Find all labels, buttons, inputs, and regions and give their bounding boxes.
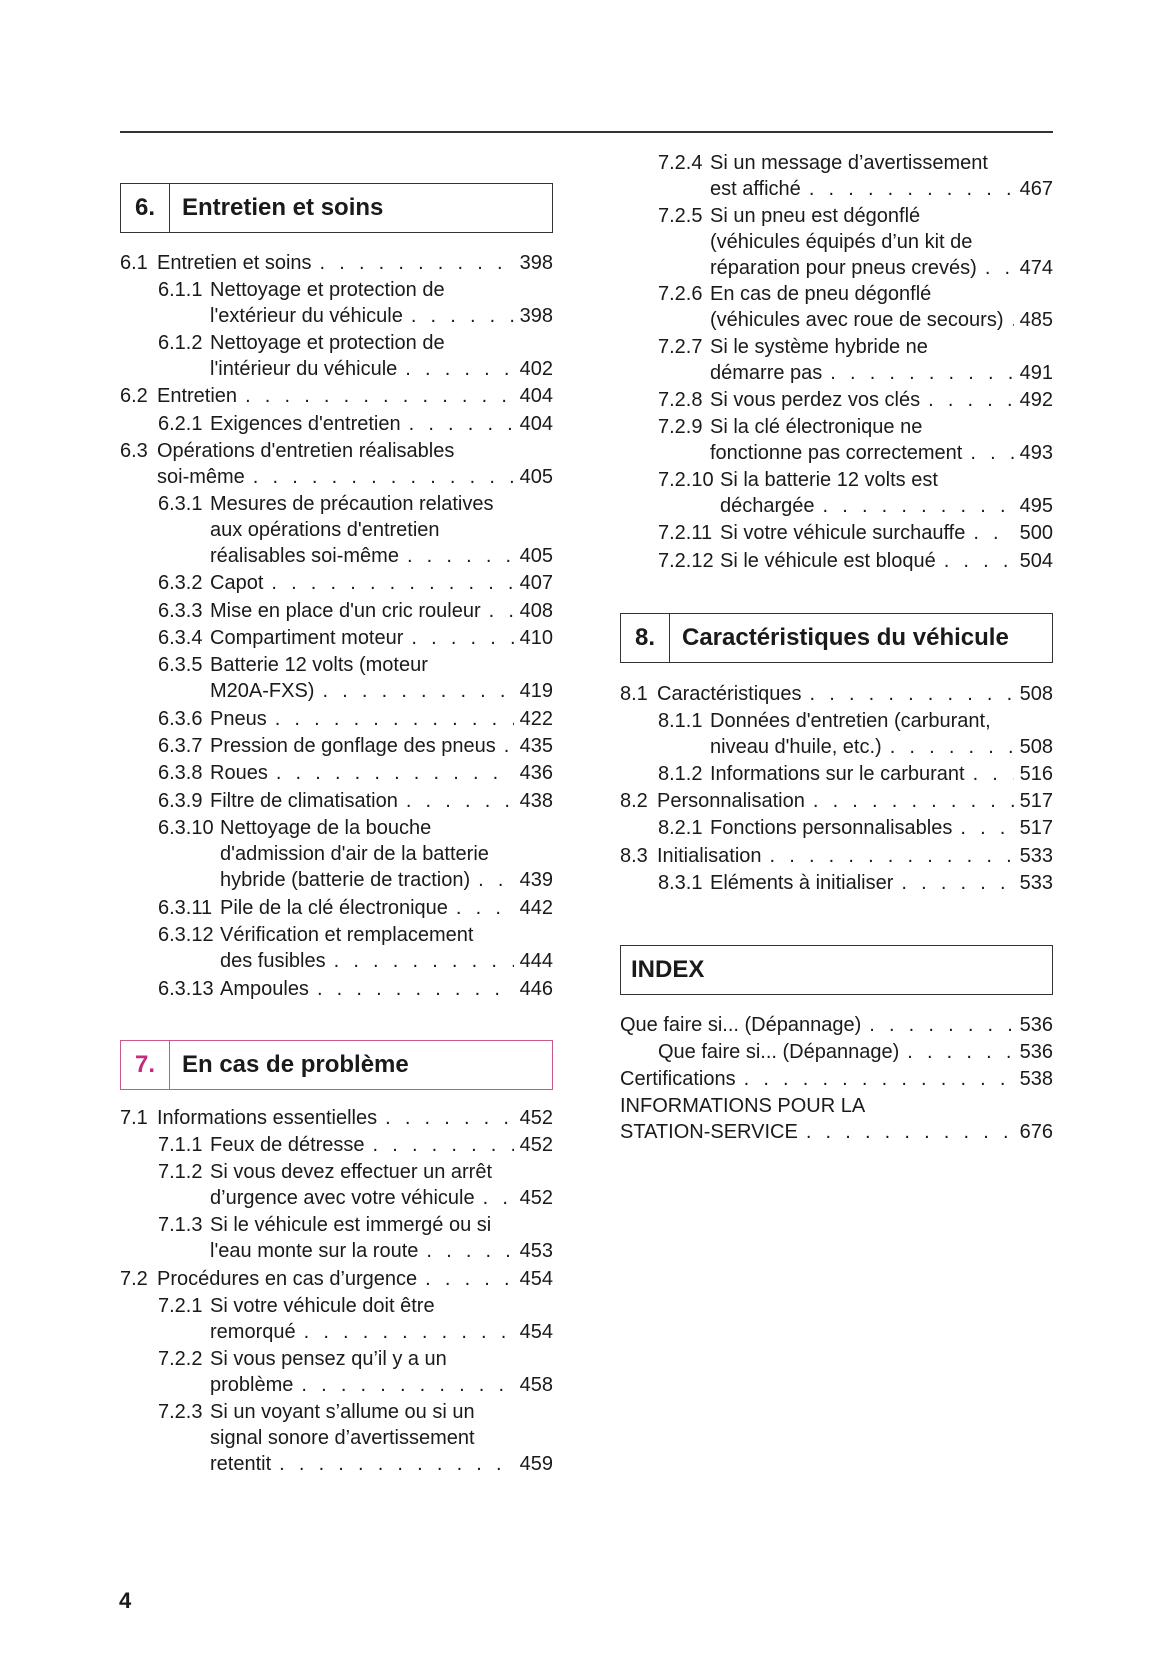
toc-entry-page: 398 — [519, 305, 553, 327]
toc-entry-title: Filtre de climatisation — [210, 790, 398, 812]
dot-leader — [744, 1066, 1014, 1092]
toc-entry-title: Si un message d’avertissement — [710, 152, 988, 174]
toc-entry-title: d'admission d'air de la batterie — [220, 843, 489, 865]
toc-entry-number: 6.3.6 — [158, 708, 203, 730]
toc-entry-title: déchargée — [720, 495, 815, 517]
dot-leader — [809, 176, 1014, 202]
toc-entry-title: Vérification et remplacement — [220, 924, 474, 946]
toc-entry-title: Personnalisation — [657, 790, 805, 812]
toc-entry-number: 6.3.5 — [158, 654, 203, 676]
toc-entry[interactable] — [120, 625, 553, 651]
toc-entry[interactable] — [620, 281, 1053, 333]
toc-entry-number: 7.2.12 — [658, 550, 714, 572]
toc-entry-page: 454 — [519, 1321, 553, 1343]
toc-entry-title: STATION-SERVICE — [620, 1121, 798, 1143]
toc-entry-title: Eléments à initialiser — [710, 872, 894, 894]
toc-entry-title: Caractéristiques — [657, 683, 802, 705]
toc-entry-page: 492 — [1019, 389, 1053, 411]
section-header-8 — [620, 613, 1053, 663]
toc-entry-page: 407 — [519, 572, 553, 594]
toc-entry[interactable] — [620, 681, 1053, 707]
toc-entry-page: 452 — [519, 1187, 553, 1209]
toc-entry-page: 442 — [519, 897, 553, 919]
section-title: Entretien et soins — [182, 194, 384, 221]
toc-entry[interactable] — [120, 277, 553, 329]
toc-entry[interactable] — [120, 895, 553, 921]
dot-leader — [869, 1012, 1013, 1038]
toc-entry-title: Pneus — [210, 708, 267, 730]
toc-entry-title: Nettoyage de la bouche — [220, 817, 432, 839]
toc-entry-title: Mise en place d'un cric rouleur — [210, 600, 481, 622]
toc-entry-page: 516 — [1019, 763, 1053, 785]
dot-leader — [770, 843, 1014, 869]
toc-entry-page: 452 — [519, 1134, 553, 1156]
toc-entry-title: des fusibles — [220, 950, 326, 972]
toc-entry[interactable] — [120, 491, 553, 569]
toc-entry-page: 533 — [1019, 872, 1053, 894]
toc-entry-title: Si un pneu est dégonflé — [710, 205, 921, 227]
toc-entry-number: 8.3 — [620, 845, 648, 867]
dot-leader — [970, 440, 1013, 466]
toc-entry-number: 6.2.1 — [158, 413, 203, 435]
toc-entry-title: l'extérieur du véhicule — [210, 305, 403, 327]
toc-entry-title: Si vous devez effectuer un arrêt — [210, 1161, 493, 1183]
toc-entry[interactable] — [120, 1293, 553, 1345]
toc-entry-number: 6.1 — [120, 252, 148, 274]
toc-entry-page: 517 — [1019, 817, 1053, 839]
toc-entry-title: remorqué — [210, 1321, 296, 1343]
toc-entry-title: Exigences d'entretien — [210, 413, 401, 435]
toc-entry[interactable] — [620, 1093, 1053, 1145]
toc-entry-page: 419 — [519, 680, 553, 702]
toc-entry-title: aux opérations d'entretien — [210, 519, 440, 541]
toc-entry-page: 536 — [1019, 1041, 1053, 1063]
toc-entry[interactable] — [620, 788, 1053, 814]
dot-leader — [245, 383, 514, 409]
toc-entry[interactable] — [620, 815, 1053, 841]
toc-entry-number: 6.3 — [120, 440, 148, 462]
toc-entry-title: Initialisation — [657, 845, 762, 867]
toc-entry-title: Pile de la clé électronique — [220, 897, 448, 919]
dot-leader — [411, 303, 514, 329]
dot-leader — [405, 356, 513, 382]
toc-entry-number: 6.3.3 — [158, 600, 203, 622]
toc-entry-number: 7.1.3 — [158, 1214, 203, 1236]
toc-entry-page: 436 — [519, 762, 553, 784]
toc-entry-title: réalisables soi-même — [210, 545, 399, 567]
toc-entry-page: 485 — [1019, 309, 1053, 331]
toc-entry-title: Si la batterie 12 volts est — [720, 469, 938, 491]
dot-leader — [406, 788, 514, 814]
dot-leader — [411, 625, 513, 651]
dot-leader — [973, 761, 1014, 787]
toc-entry[interactable] — [620, 1012, 1053, 1038]
toc-entry[interactable] — [120, 760, 553, 786]
toc-entry-title: Roues — [210, 762, 268, 784]
toc-entry[interactable] — [120, 706, 553, 732]
toc-entry-page: 508 — [1019, 683, 1053, 705]
toc-entry-number: 8.1.2 — [658, 763, 703, 785]
toc-entry[interactable] — [620, 548, 1053, 574]
toc-entry[interactable] — [120, 330, 553, 382]
toc-entry[interactable] — [120, 1212, 553, 1264]
dot-leader — [385, 1105, 514, 1131]
dot-leader — [504, 733, 514, 759]
toc-entry-title: Nettoyage et protection de — [210, 279, 445, 301]
toc-entry-page: 435 — [519, 735, 553, 757]
toc-entry-number: 6.3.9 — [158, 790, 203, 812]
toc-entry-title: Certifications — [620, 1068, 736, 1090]
toc-entry-title: réparation pour pneus crevés) — [710, 257, 977, 279]
toc-entry-title: soi-même — [157, 466, 245, 488]
toc-entry[interactable] — [120, 411, 553, 437]
dot-leader — [407, 543, 514, 569]
toc-entry-title: Si votre véhicule doit être — [210, 1295, 435, 1317]
toc-entry-number: 7.1.2 — [158, 1161, 203, 1183]
dot-leader — [973, 520, 1013, 546]
dot-leader — [425, 1266, 513, 1292]
toc-entry-title: Si le véhicule est bloqué — [720, 550, 936, 572]
section-number: 8. — [621, 614, 670, 662]
toc-entry-title: Si la clé électronique ne — [710, 416, 923, 438]
toc-entry-page: 439 — [519, 869, 553, 891]
toc-entry-number: 6.3.1 — [158, 493, 203, 515]
section-header-7 — [120, 1040, 553, 1090]
dot-leader — [907, 1039, 1013, 1065]
toc-entry[interactable] — [120, 1159, 553, 1211]
toc-entry-number: 6.3.7 — [158, 735, 203, 757]
toc-entry[interactable] — [620, 1066, 1053, 1092]
toc-entry-number: 8.3.1 — [658, 872, 703, 894]
toc-entry[interactable] — [620, 387, 1053, 413]
toc-entry-number: 6.3.8 — [158, 762, 203, 784]
toc-entry-number: 7.2.1 — [158, 1295, 203, 1317]
toc-entry-title: Pression de gonflage des pneus — [210, 735, 496, 757]
toc-entry-page: 538 — [1019, 1068, 1053, 1090]
toc-entry-title: Opérations d'entretien réalisables — [157, 440, 455, 462]
toc-entry-number: 7.2.5 — [658, 205, 703, 227]
toc-entry-number: 7.1 — [120, 1107, 148, 1129]
toc-entry-page: 404 — [519, 385, 553, 407]
toc-entry-number: 7.2.10 — [658, 469, 714, 491]
toc-entry-number: 6.3.11 — [158, 897, 213, 919]
toc-entry-number: 8.2.1 — [658, 817, 703, 839]
toc-entry-page: 493 — [1019, 442, 1053, 464]
toc-entry-number: 6.3.13 — [158, 978, 214, 1000]
toc-entry[interactable] — [620, 761, 1053, 787]
toc-entry-title: Si vous perdez vos clés — [710, 389, 921, 411]
toc-entry-title: Entretien — [157, 385, 238, 407]
toc-entry[interactable] — [120, 922, 553, 974]
toc-entry-number: 7.2.7 — [658, 336, 703, 358]
toc-entry[interactable] — [620, 467, 1053, 519]
toc-entry-title: Que faire si... (Dépannage) — [620, 1014, 862, 1036]
toc-entry-title: l'intérieur du véhicule — [210, 358, 398, 380]
toc-entry-number: 7.2.9 — [658, 416, 703, 438]
toc-entry[interactable] — [120, 788, 553, 814]
toc-entry-page: 404 — [519, 413, 553, 435]
toc-entry-number: 8.1 — [620, 683, 648, 705]
toc-entry[interactable] — [120, 250, 553, 276]
toc-entry-title: est affiché — [710, 178, 801, 200]
toc-entry-page: 500 — [1019, 522, 1053, 544]
page-number: 4 — [119, 1588, 132, 1613]
toc-entry[interactable] — [120, 815, 553, 893]
toc-entry-title: Si le système hybride ne — [710, 336, 928, 358]
dot-leader — [317, 976, 514, 1002]
toc-entry-title: d’urgence avec votre véhicule — [210, 1187, 475, 1209]
toc-entry-number: 7.2.3 — [158, 1401, 203, 1423]
toc-entry-number: 6.1.2 — [158, 332, 203, 354]
header-rule — [120, 131, 1053, 133]
toc-entry-title: Mesures de précaution relatives — [210, 493, 494, 515]
dot-leader — [253, 464, 514, 490]
toc-entry[interactable] — [120, 1105, 553, 1131]
toc-entry[interactable] — [620, 708, 1053, 760]
dot-leader — [890, 734, 1014, 760]
section-title: Caractéristiques du véhicule — [682, 624, 1009, 651]
toc-entry[interactable] — [620, 203, 1053, 281]
dot-leader — [301, 1372, 513, 1398]
toc-entry-title: Informations sur le carburant — [710, 763, 965, 785]
dot-leader — [806, 1119, 1014, 1145]
toc-entry-page: 536 — [1019, 1014, 1053, 1036]
toc-entry[interactable] — [120, 438, 553, 490]
toc-entry-title: INFORMATIONS POUR LA — [620, 1095, 866, 1117]
toc-entry-page: 495 — [1019, 495, 1053, 517]
dot-leader — [810, 681, 1014, 707]
toc-entry-page: 517 — [1019, 790, 1053, 812]
toc-entry-title: Capot — [210, 572, 264, 594]
toc-entry-number: 7.2 — [120, 1268, 148, 1290]
dot-leader — [985, 255, 1014, 281]
toc-entry-page: 504 — [1019, 550, 1053, 572]
toc-entry-title: l'eau monte sur la route — [210, 1240, 419, 1262]
toc-entry-page: 398 — [519, 252, 553, 274]
toc-entry-title: Feux de détresse — [210, 1134, 365, 1156]
toc-entry-title: Si le véhicule est immergé ou si — [210, 1214, 492, 1236]
toc-entry[interactable] — [120, 976, 553, 1002]
toc-entry-page: 454 — [519, 1268, 553, 1290]
dot-leader — [944, 548, 1014, 574]
dot-leader — [279, 1451, 513, 1477]
dot-leader — [320, 250, 514, 276]
toc-entry-title: Ampoules — [220, 978, 309, 1000]
toc-entry-number: 6.3.10 — [158, 817, 214, 839]
section-title: En cas de problème — [182, 1051, 409, 1078]
toc-entry[interactable] — [120, 1266, 553, 1292]
toc-entry[interactable] — [620, 414, 1053, 466]
toc-entry-title: retentit — [210, 1453, 272, 1475]
toc-entry[interactable] — [120, 652, 553, 704]
toc-entry-page: 508 — [1019, 736, 1053, 758]
toc-entry-number: 6.3.12 — [158, 924, 214, 946]
toc-entry-page: 402 — [519, 358, 553, 380]
dot-leader — [275, 706, 514, 732]
dot-leader — [901, 870, 1013, 896]
toc-entry-page: 444 — [519, 950, 553, 972]
toc-entry-title: (véhicules équipés d’un kit de — [710, 231, 973, 253]
toc-entry-page: 467 — [1019, 178, 1053, 200]
toc-entry-number: 6.2 — [120, 385, 148, 407]
toc-entry-number: 7.2.11 — [658, 522, 713, 544]
toc-entry-page: 405 — [519, 466, 553, 488]
toc-entry-page: 446 — [519, 978, 553, 1000]
toc-entry-page: 676 — [1019, 1121, 1053, 1143]
section-header-6 — [120, 183, 553, 233]
toc-entry-title: Si un voyant s’allume ou si un — [210, 1401, 475, 1423]
toc-entry-page: 408 — [519, 600, 553, 622]
section-header-index — [620, 945, 1053, 995]
dot-leader — [373, 1132, 514, 1158]
toc-entry[interactable] — [120, 1132, 553, 1158]
dot-leader — [823, 493, 1014, 519]
toc-entry-title: Compartiment moteur — [210, 627, 404, 649]
dot-leader — [334, 948, 514, 974]
toc-entry-title: En cas de pneu dégonflé — [710, 283, 932, 305]
toc-entry-number: 7.2.8 — [658, 389, 703, 411]
toc-entry-number: 6.3.4 — [158, 627, 203, 649]
toc-entry[interactable] — [120, 570, 553, 596]
dot-leader — [456, 895, 514, 921]
toc-entry[interactable] — [620, 334, 1053, 386]
dot-leader — [960, 815, 1013, 841]
section-title: INDEX — [631, 956, 705, 983]
dot-leader — [813, 788, 1014, 814]
dot-leader — [1011, 307, 1013, 333]
toc-entry-title: Batterie 12 volts (moteur — [210, 654, 428, 676]
dot-leader — [276, 760, 514, 786]
dot-leader — [830, 360, 1013, 386]
toc-entry[interactable] — [620, 150, 1053, 202]
toc-entry-title: (véhicules avec roue de secours) — [710, 309, 1004, 331]
toc-entry-title: problème — [210, 1374, 294, 1396]
toc-entry-title: hybride (batterie de traction) — [220, 869, 471, 891]
toc-entry-page: 533 — [1019, 845, 1053, 867]
toc-entry-page: 458 — [519, 1374, 553, 1396]
toc-entry[interactable] — [620, 870, 1053, 896]
toc-entry[interactable] — [120, 383, 553, 409]
toc-entry-number: 7.2.4 — [658, 152, 703, 174]
section-number: 7. — [121, 1041, 170, 1089]
toc-entry-title: Entretien et soins — [157, 252, 312, 274]
toc-entry-number: 8.1.1 — [658, 710, 703, 732]
toc-entry-title: Informations essentielles — [157, 1107, 378, 1129]
toc-entry[interactable] — [120, 1346, 553, 1398]
section-number: 6. — [121, 184, 170, 232]
toc-entry-page: 410 — [519, 627, 553, 649]
toc-entry-page: 405 — [519, 545, 553, 567]
toc-entry-title: Que faire si... (Dépannage) — [658, 1041, 900, 1063]
toc-entry-page: 453 — [519, 1240, 553, 1262]
toc-entry-number: 6.1.1 — [158, 279, 203, 301]
toc-entry-title: Nettoyage et protection de — [210, 332, 445, 354]
toc-entry[interactable] — [620, 843, 1053, 869]
toc-entry[interactable] — [620, 520, 1053, 546]
toc-entry-number: 6.3.2 — [158, 572, 203, 594]
dot-leader — [928, 387, 1014, 413]
dot-leader — [426, 1238, 513, 1264]
toc-entry-title: M20A-FXS) — [210, 680, 315, 702]
toc-entry-number: 8.2 — [620, 790, 648, 812]
toc-entry-title: Procédures en cas d’urgence — [157, 1268, 418, 1290]
toc-entry-page: 438 — [519, 790, 553, 812]
toc-entry-title: Fonctions personnalisables — [710, 817, 953, 839]
toc-entry-title: démarre pas — [710, 362, 823, 384]
toc-entry-number: 7.2.6 — [658, 283, 703, 305]
dot-leader — [322, 678, 513, 704]
dot-leader — [271, 570, 513, 596]
toc-entry-page: 474 — [1019, 257, 1053, 279]
dot-leader — [483, 1185, 514, 1211]
toc-entry-title: Si votre véhicule surchauffe — [720, 522, 966, 544]
toc-entry-title: signal sonore d’avertissement — [210, 1427, 475, 1449]
dot-leader — [489, 598, 514, 624]
toc-entry[interactable] — [120, 733, 553, 759]
toc-entry-page: 491 — [1019, 362, 1053, 384]
dot-leader — [478, 867, 513, 893]
dot-leader — [409, 411, 514, 437]
toc-entry-title: fonctionne pas correctement — [710, 442, 963, 464]
toc-entry-page: 459 — [519, 1453, 553, 1475]
dot-leader — [304, 1319, 514, 1345]
toc-entry-title: Si vous pensez qu’il y a un — [210, 1348, 447, 1370]
toc-entry[interactable] — [120, 598, 553, 624]
toc-entry-page: 422 — [519, 708, 553, 730]
toc-entry-number: 7.1.1 — [158, 1134, 203, 1156]
toc-entry[interactable] — [120, 1399, 553, 1477]
toc-entry-title: Données d'entretien (carburant, — [710, 710, 991, 732]
toc-entry-title: niveau d'huile, etc.) — [710, 736, 882, 758]
toc-entry-page: 452 — [519, 1107, 553, 1129]
toc-entry[interactable] — [620, 1039, 1053, 1065]
toc-entry-number: 7.2.2 — [158, 1348, 203, 1370]
